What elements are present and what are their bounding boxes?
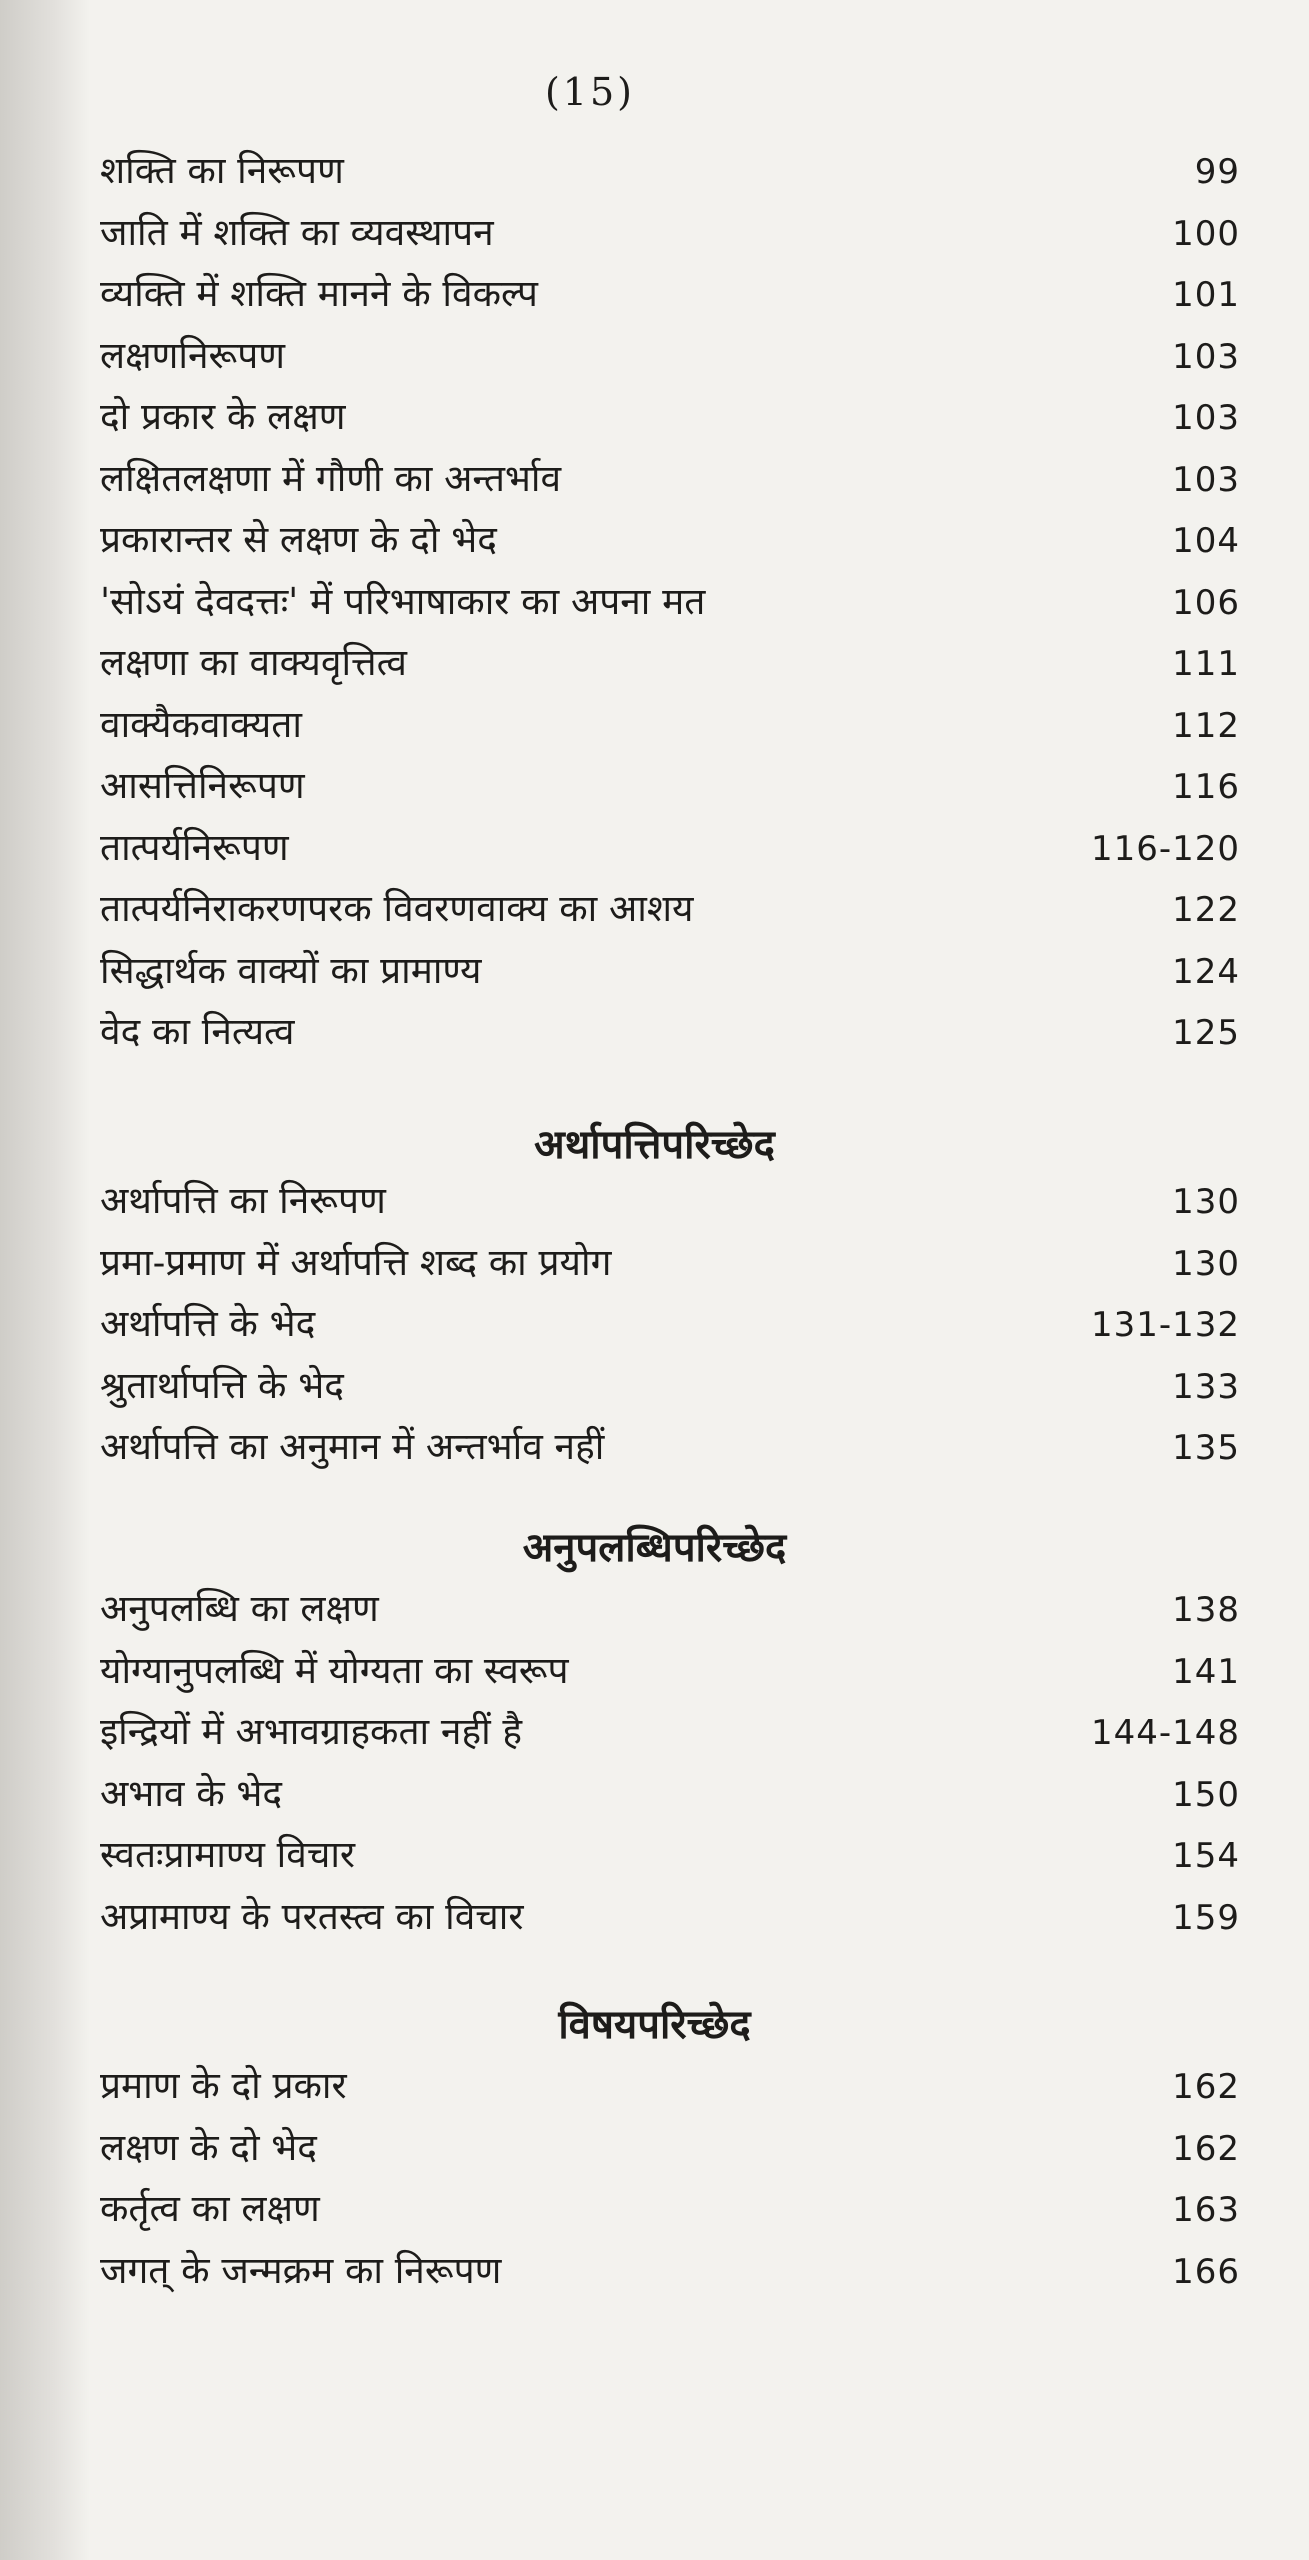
toc-entry-title: दो प्रकार के लक्षण [100, 395, 346, 438]
toc-entry-title: प्रमाण के दो प्रकार [100, 2064, 347, 2107]
toc-entry [100, 1701, 1240, 1763]
toc-entry-page: 162 [1172, 2128, 1240, 2169]
toc-entry-page: 101 [1172, 275, 1240, 315]
toc-entry-title: अप्रामाण्य के परतस्त्व का विचार [100, 1894, 524, 1938]
toc-entry-title: सिद्धार्थक वाक्यों का प्रामाण्य [100, 948, 482, 992]
toc-entry-title: जाति में शक्ति का व्यवस्थापन [100, 210, 494, 254]
toc-entry-title: लक्षणनिरूपण [100, 333, 285, 377]
toc-entry [100, 1416, 1240, 1478]
toc-entry-title: तात्पर्यनिरूपण [100, 825, 289, 869]
toc-section-general [100, 140, 1240, 1063]
toc-entry [100, 202, 1240, 264]
toc-entry [100, 1355, 1240, 1417]
toc-entry-page: 150 [1172, 1774, 1240, 1815]
section-heading-arthapatti: अर्थापत्तिपरिच्छेद [534, 1121, 775, 1168]
toc-entry-title: श्रुतार्थापत्ति के भेद [100, 1363, 344, 1407]
toc-entry-title: अनुपलब्धि का लक्षण [100, 1587, 379, 1630]
toc-entry [100, 448, 1240, 510]
section-heading-vishaya: विषयपरिच्छेद [558, 2001, 751, 2048]
toc-entry-page: 141 [1172, 1651, 1240, 1692]
toc-entry-page: 138 [1172, 1590, 1240, 1630]
toc-entry-page: 112 [1172, 705, 1240, 746]
toc-entry [100, 940, 1240, 1002]
toc-entry-page: 163 [1172, 2190, 1240, 2230]
toc-entry-page: 144-148 [1090, 1713, 1240, 1753]
toc-entry [100, 1824, 1240, 1886]
toc-section-anupalabdhi [100, 1578, 1240, 1947]
section-heading-anupalabdhi: अनुपलब्धिपरिच्छेद [522, 1524, 787, 1571]
toc-entry-page: 135 [1172, 1428, 1240, 1468]
toc-entry [100, 632, 1240, 694]
toc-entry-title: अर्थापत्ति का अनुमान में अन्तर्भाव नहीं [100, 1425, 605, 1468]
toc-entry-page: 131-132 [1090, 1305, 1240, 1345]
toc-entry [100, 1232, 1240, 1294]
toc-entry-title: योग्यानुपलब्धि में योग्यता का स्वरूप [100, 1648, 569, 1692]
toc-entry-title: स्वतःप्रामाण्य विचार [100, 1833, 356, 1876]
toc-entry-page: 104 [1172, 521, 1240, 561]
toc-entry-page: 100 [1172, 213, 1240, 254]
toc-entry-title: व्यक्ति में शक्ति मानने के विकल्प [100, 272, 538, 315]
toc-entry-title: अर्थापत्ति का निरूपण [100, 1179, 386, 1222]
toc-entry [100, 325, 1240, 387]
toc-entry-title: लक्षितलक्षणा में गौणी का अन्तर्भाव [100, 456, 562, 500]
toc-entry-page: 106 [1172, 582, 1240, 623]
toc-entry-page: 103 [1172, 336, 1240, 377]
toc-entry-page: 103 [1172, 398, 1240, 438]
toc-entry [100, 1170, 1240, 1232]
toc-entry-title: शक्ति का निरूपण [100, 149, 344, 192]
toc-entry [100, 694, 1240, 756]
toc-entry-page: 124 [1172, 951, 1240, 992]
toc-entry-title: इन्द्रियों में अभावग्राहकता नहीं है [100, 1710, 523, 1753]
toc-entry-page: 130 [1172, 1243, 1240, 1284]
toc-entry-title: तात्पर्यनिराकरणपरक विवरणवाक्य का आशय [100, 887, 694, 930]
toc-entry [100, 571, 1240, 633]
toc-entry-title: आसत्तिनिरूपण [100, 764, 305, 807]
toc-section-vishaya [100, 2055, 1240, 2301]
toc-entry-page: 154 [1172, 1836, 1240, 1876]
toc-entry-page: 130 [1172, 1182, 1240, 1222]
toc-entry-page: 159 [1172, 1897, 1240, 1938]
toc-entry-title: प्रकारान्तर से लक्षण के दो भेद [100, 518, 497, 561]
toc-entry [100, 2178, 1240, 2240]
page-edge-shadow [0, 0, 90, 2560]
toc-entry-title: प्रमा-प्रमाण में अर्थापत्ति शब्द का प्रयोग [100, 1240, 612, 1284]
toc-entry-page: 99 [1194, 152, 1240, 192]
toc-entry [100, 817, 1240, 879]
toc-entry-title: जगत् के जन्मक्रम का निरूपण [100, 2248, 502, 2292]
toc-entry [100, 2117, 1240, 2179]
toc-entry [100, 509, 1240, 571]
toc-entry [100, 1640, 1240, 1702]
toc-section-arthapatti [100, 1170, 1240, 1478]
toc-entry-title: अभाव के भेद [100, 1771, 283, 1815]
toc-entry [100, 140, 1240, 202]
toc-entry-page: 162 [1172, 2067, 1240, 2107]
toc-entry-page: 125 [1172, 1013, 1240, 1053]
toc-entry-page: 116-120 [1090, 828, 1240, 869]
toc-entry [100, 2240, 1240, 2302]
toc-entry [100, 1886, 1240, 1948]
toc-entry [100, 386, 1240, 448]
toc-entry-title: वेद का नित्यत्व [100, 1010, 295, 1053]
toc-entry-title: 'सोऽयं देवदत्तः' में परिभाषाकार का अपना मत [100, 579, 706, 623]
page-number: (15) [544, 70, 635, 114]
toc-entry-page: 166 [1172, 2251, 1240, 2292]
toc-entry-title: लक्षणा का वाक्यवृत्तित्व [100, 641, 407, 684]
toc-entry-page: 133 [1172, 1366, 1240, 1407]
toc-entry [100, 1001, 1240, 1063]
toc-entry [100, 878, 1240, 940]
toc-entry-title: वाक्यैकवाक्यता [100, 702, 302, 746]
toc-entry-title: लक्षण के दो भेद [100, 2125, 317, 2169]
toc-entry-title: कर्तृत्व का लक्षण [100, 2187, 320, 2230]
toc-entry [100, 2055, 1240, 2117]
toc-entry-page: 103 [1172, 459, 1240, 500]
toc-entry [100, 1763, 1240, 1825]
toc-entry [100, 755, 1240, 817]
toc-entry-page: 122 [1172, 890, 1240, 930]
toc-entry [100, 263, 1240, 325]
toc-entry-page: 116 [1172, 767, 1240, 807]
toc-entry [100, 1293, 1240, 1355]
toc-entry-title: अर्थापत्ति के भेद [100, 1302, 316, 1345]
toc-entry-page: 111 [1172, 644, 1240, 684]
toc-entry [100, 1578, 1240, 1640]
